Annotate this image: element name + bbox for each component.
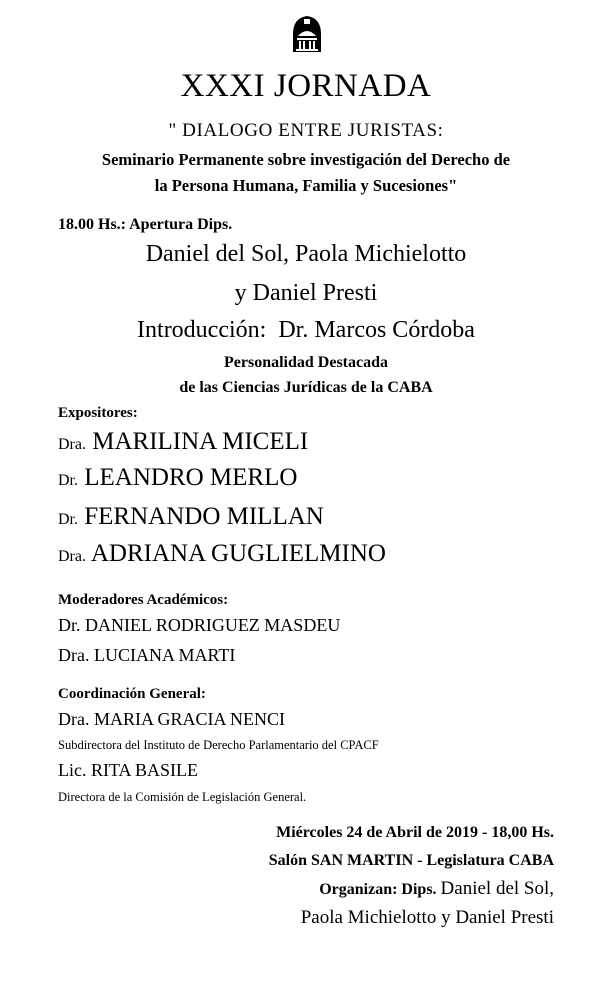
subtitle-dialogue: " DIALOGO ENTRE JURISTAS:	[168, 120, 444, 141]
moderator-item: Dr. DANIEL RODRIGUEZ MASDEU	[58, 615, 341, 635]
speaker-name: FERNANDO MILLAN	[84, 503, 324, 530]
coordination-heading: Coordinación General:	[58, 686, 206, 702]
speaker-title: Dr.	[58, 511, 78, 528]
opening-names-line-2: y Daniel Presti	[234, 280, 378, 306]
introduction-note-2: de las Ciencias Jurídicas de la CABA	[179, 379, 433, 396]
organizers-label: Organizan: Dips.	[319, 881, 437, 898]
speaker-title: Dra.	[58, 436, 86, 453]
speaker-title: Dra.	[58, 548, 86, 565]
introduction-note-1: Personalidad Destacada	[224, 354, 388, 371]
speaker-name: LEANDRO MERLO	[84, 464, 298, 491]
introduction-speaker: Dr. Marcos Córdoba	[278, 317, 475, 343]
event-organizers-line-1	[319, 878, 554, 900]
introduction-line	[0, 317, 612, 344]
legislature-logo-icon	[289, 14, 325, 54]
coordinator-role-2: Directora de la Comisión de Legislación General.	[58, 790, 307, 804]
speaker-item	[58, 540, 386, 568]
organizers-names-1: Daniel del Sol,	[440, 878, 554, 899]
event-venue: Salón SAN MARTIN - Legislatura CABA	[268, 852, 554, 869]
coordinator-name-2: Lic. RITA BASILE	[58, 760, 199, 780]
moderator-item: Dra. LUCIANA MARTI	[58, 645, 236, 665]
coordinator-role-1: Subdirectora del Instituto de Derecho Parlamentario del CPACF	[58, 738, 379, 752]
introduction-label: Introducción:	[137, 317, 267, 343]
speakers-heading: Expositores:	[58, 405, 138, 421]
page-title: XXXI JORNADA	[180, 68, 432, 104]
speaker-title: Dr.	[58, 472, 78, 489]
speaker-item	[58, 464, 297, 492]
opening-names-line-1: Daniel del Sol, Paola Michielotto	[145, 241, 467, 267]
opening-label: 18.00 Hs.: Apertura Dips.	[58, 216, 233, 233]
event-date: Miércoles 24 de Abril de 2019 - 18,00 Hs.	[276, 824, 554, 841]
speaker-item	[58, 503, 324, 531]
subtitle-seminar: Seminario Permanente sobre investigación del Derecho de	[101, 150, 511, 169]
coordinator-name-1: Dra. MARIA GRACIA NENCI	[58, 709, 285, 729]
event-organizers-line-2: Paola Michielotto y Daniel Presti	[300, 907, 554, 928]
speaker-item	[58, 428, 308, 456]
speaker-name: ADRIANA GUGLIELMINO	[90, 540, 386, 567]
speaker-name: MARILINA MICELI	[92, 428, 309, 455]
subtitle-topic: la Persona Humana, Familia y Sucesiones"	[154, 176, 458, 195]
moderators-heading: Moderadores Académicos:	[58, 592, 229, 608]
